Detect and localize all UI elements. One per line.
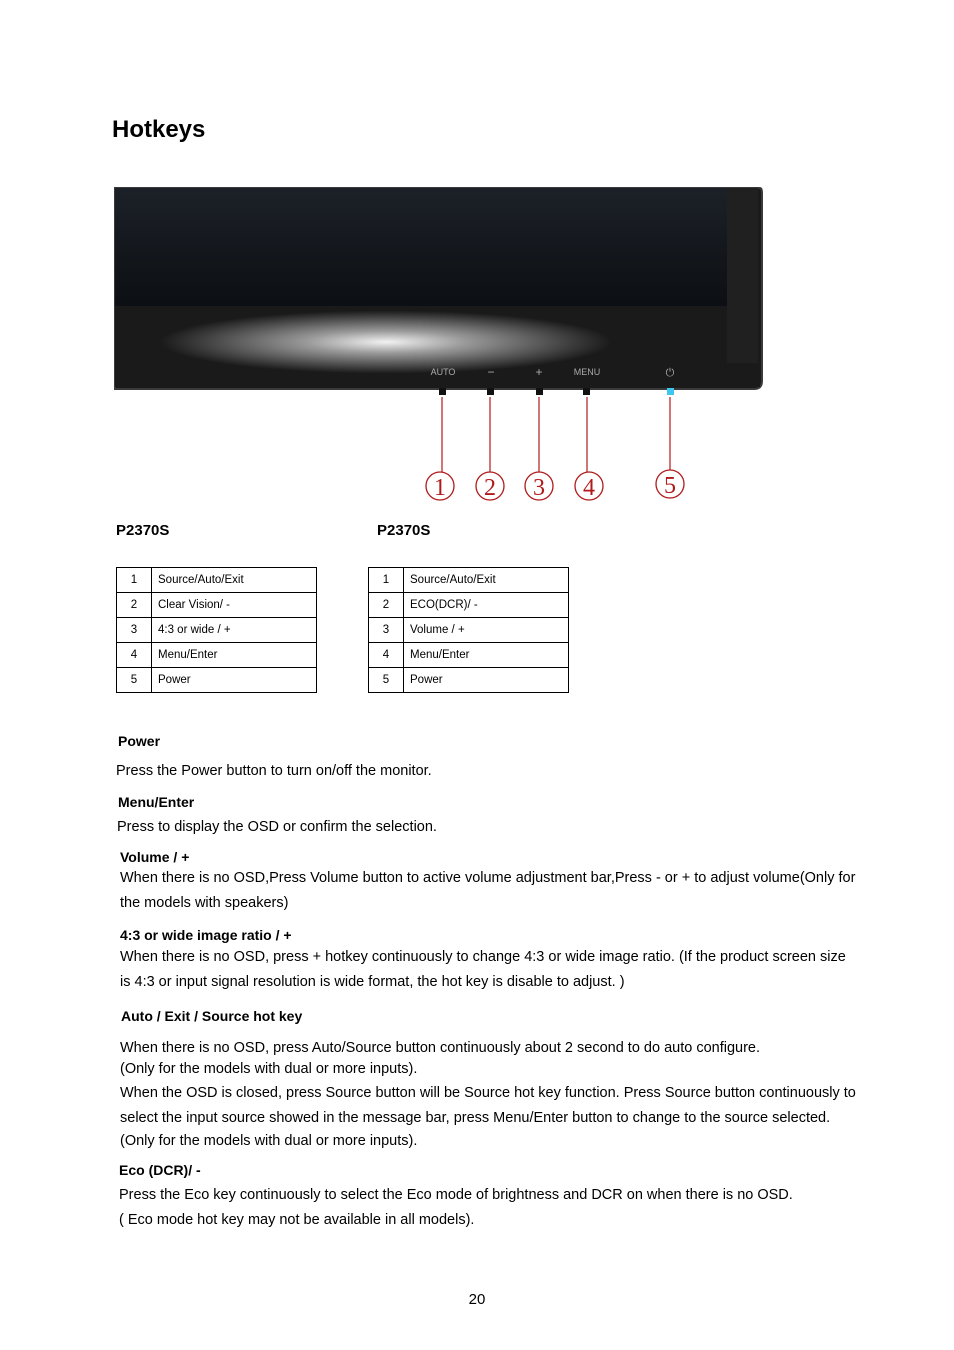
table-row [369, 618, 569, 643]
menu-button[interactable] [583, 388, 590, 395]
plus-button[interactable] [536, 388, 543, 395]
power-button[interactable] [667, 388, 674, 395]
row-number: 2 [117, 593, 152, 618]
row-number: 2 [369, 593, 404, 618]
volume-heading: Volume / + [120, 849, 190, 865]
row-function: Volume / + [404, 618, 569, 643]
auto-text-line3: When the OSD is closed, press Source button will be Source hot key function. Press Source button continuously to [120, 1085, 856, 1101]
power-icon: ⏻ [665, 366, 675, 379]
eco-text-line2: ( Eco mode hot key may not be available in all models). [119, 1212, 475, 1228]
table-row [117, 568, 317, 593]
auto-button[interactable] [439, 388, 446, 395]
hotkey-table-left [116, 567, 317, 693]
row-function: Power [152, 668, 317, 693]
callout-5: 5 [664, 473, 676, 499]
menu-text: Press to display the OSD or confirm the selection. [117, 819, 437, 835]
page-number: 20 [468, 1291, 486, 1308]
row-number: 1 [369, 568, 404, 593]
page-title: Hotkeys [112, 116, 206, 143]
table-row [117, 668, 317, 693]
auto-text-line2: (Only for the models with dual or more inputs). [120, 1061, 418, 1077]
volume-text-line1: When there is no OSD,Press Volume button to active volume adjustment bar,Press - or + to adjust volume(Only for [120, 870, 856, 886]
ratio-text-line1: When there is no OSD, press + hotkey continuously to change 4:3 or wide image ratio. (If the product screen size [120, 949, 846, 965]
auto-text-line1: When there is no OSD, press Auto/Source button continuously about 2 second to do auto configure. [120, 1040, 761, 1056]
volume-text-line2: the models with speakers) [120, 895, 289, 911]
table-row [369, 643, 569, 668]
auto-text-line4: select the input source showed in the message bar, press Menu/Enter button to change to the source selected. [120, 1110, 831, 1126]
row-function: Source/Auto/Exit [404, 568, 569, 593]
callout-3: 3 [533, 475, 545, 501]
row-number: 3 [117, 618, 152, 643]
auto-text-line5: (Only for the models with dual or more inputs). [120, 1133, 418, 1149]
callout-1: 1 [434, 475, 446, 501]
menu-heading: Menu/Enter [118, 794, 195, 810]
menu-button-label: MENU [573, 367, 601, 377]
table-row [369, 668, 569, 693]
callout-4: 4 [583, 475, 595, 501]
plus-button-label: + [535, 365, 543, 379]
minus-button-label: − [487, 365, 495, 379]
callout-2: 2 [484, 475, 496, 501]
model-label-right: P2370S [377, 522, 431, 539]
row-function: Power [404, 668, 569, 693]
minus-button[interactable] [487, 388, 494, 395]
table-row [117, 643, 317, 668]
model-label-left: P2370S [116, 522, 170, 539]
eco-heading: Eco (DCR)/ - [119, 1162, 201, 1178]
row-function: Menu/Enter [404, 643, 569, 668]
row-function: Menu/Enter [152, 643, 317, 668]
auto-button-label: AUTO [430, 367, 456, 377]
monitor-bezel-illustration [110, 185, 770, 505]
hotkey-table-right [368, 567, 569, 693]
row-number: 3 [369, 618, 404, 643]
row-number: 4 [369, 643, 404, 668]
ratio-text-line2: is 4:3 or input signal resolution is wide format, the hot key is disable to adjust. ) [120, 974, 625, 990]
table-row [369, 568, 569, 593]
row-function: 4:3 or wide / + [152, 618, 317, 643]
ratio-heading: 4:3 or wide image ratio / + [120, 927, 292, 943]
row-number: 1 [117, 568, 152, 593]
table-row [117, 618, 317, 643]
row-function: Source/Auto/Exit [152, 568, 317, 593]
power-text: Press the Power button to turn on/off the monitor. [116, 763, 432, 779]
table-row [117, 593, 317, 618]
table-row [369, 593, 569, 618]
row-number: 5 [369, 668, 404, 693]
row-function: Clear Vision/ - [152, 593, 317, 618]
row-number: 5 [117, 668, 152, 693]
auto-heading: Auto / Exit / Source hot key [121, 1008, 303, 1024]
eco-text-line1: Press the Eco key continuously to select the Eco mode of brightness and DCR on when there is no OSD. [119, 1187, 793, 1203]
row-function: ECO(DCR)/ - [404, 593, 569, 618]
row-number: 4 [117, 643, 152, 668]
power-heading: Power [118, 733, 161, 749]
